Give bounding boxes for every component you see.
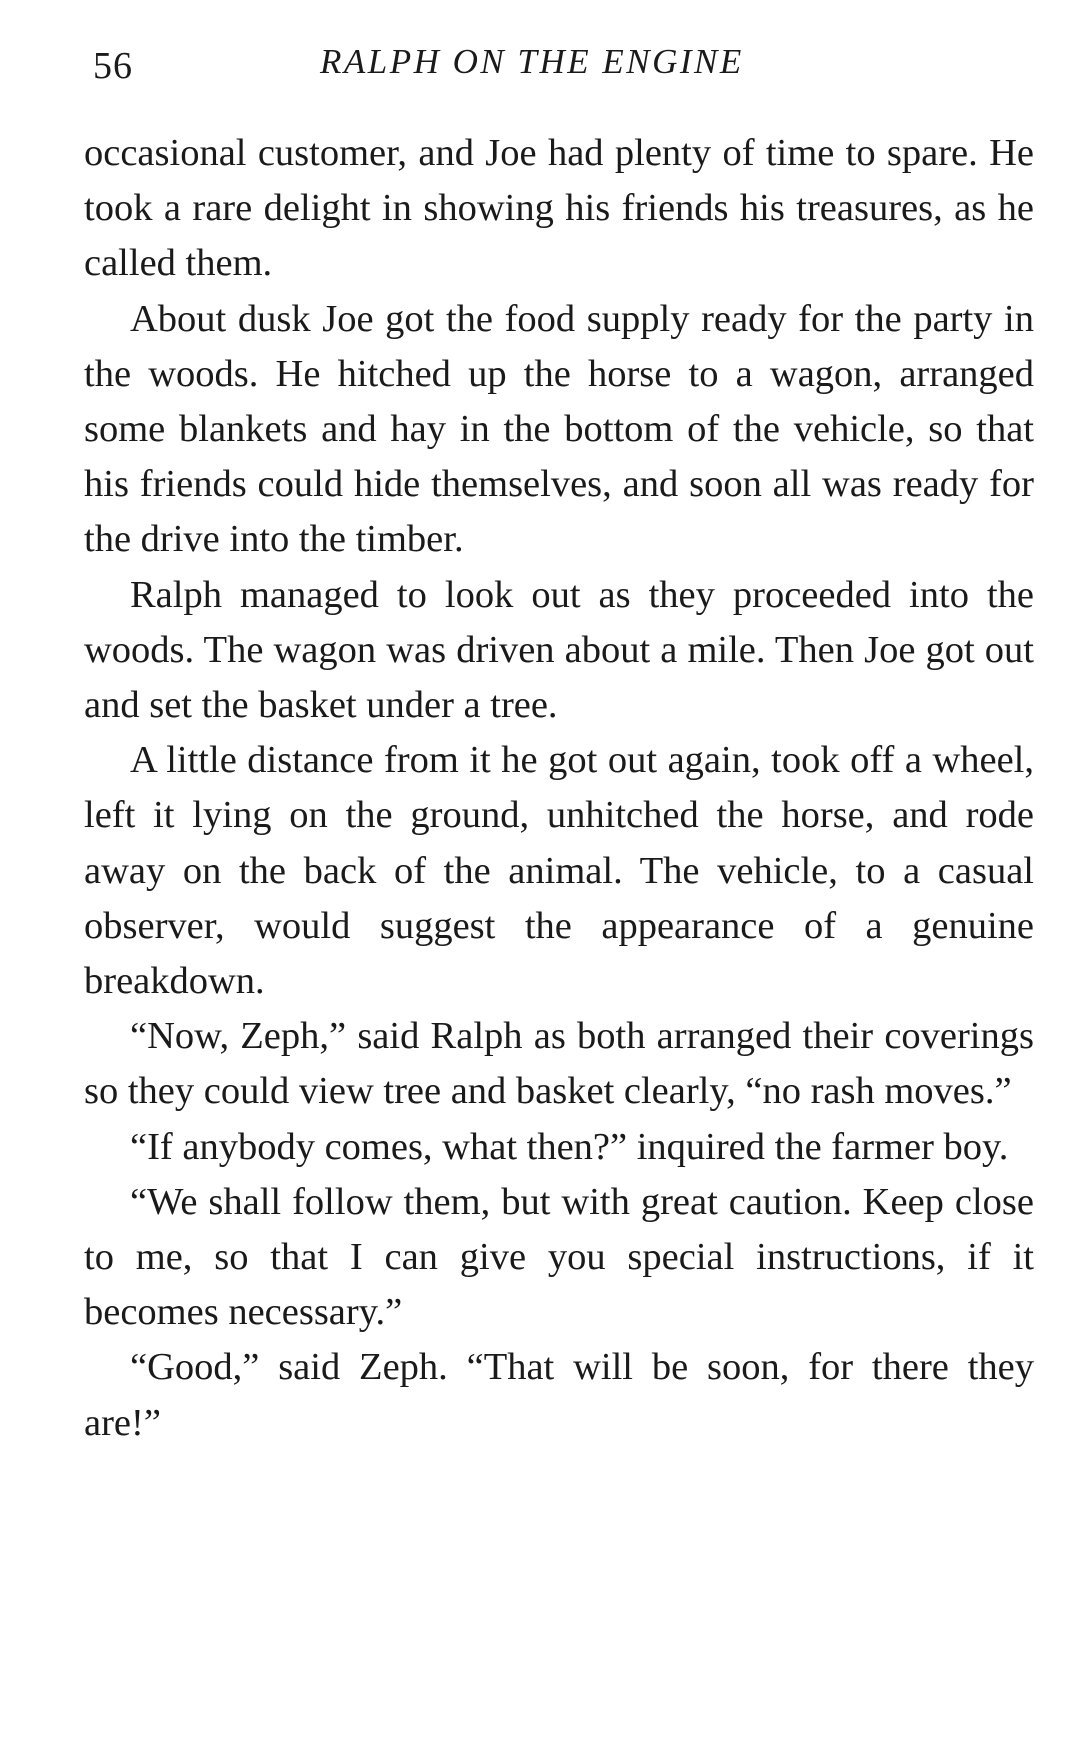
paragraph: occasional customer, and Joe had plenty of time to spare. He took a rare delight in showing his friends his treasures, as he called them. bbox=[84, 132, 1034, 285]
paragraph: “Now, Zeph,” said Ralph as both arranged their coverings so they could view tree and basket clearly, “no rash moves.” bbox=[84, 1015, 1034, 1113]
running-title: RALPH ON THE ENGINE bbox=[320, 42, 744, 81]
page-body bbox=[84, 126, 1034, 1451]
page-number: 56 bbox=[93, 45, 133, 87]
paragraph: A little distance from it he got out again, took off a wheel, left it lying on the ground, unhitched the horse, and rode away on the back of the animal. The vehicle, to a casual observer, would suggest the appearance of a genuine breakdown. bbox=[84, 739, 1034, 1003]
paragraph: Ralph managed to look out as they proceeded into the woods. The wagon was driven about a mile. Then Joe got out and set the basket under a tree. bbox=[84, 573, 1034, 727]
paragraph: “If anybody comes, what then?” inquired the farmer boy. bbox=[130, 1125, 1009, 1168]
paragraph: “We shall follow them, but with great caution. Keep close to me, so that I can give you special instructions, if it becomes necessary.” bbox=[84, 1180, 1034, 1334]
paragraph: “Good,” said Zeph. “That will be soon, for there they are!” bbox=[84, 1346, 1034, 1444]
paragraph: About dusk Joe got the food supply ready for the party in the woods. He hitched up the horse to a wagon, arranged some blankets and hay in the bottom of the vehicle, so that his friends could hide themselves, and soon all was ready for the drive into the timber. bbox=[84, 297, 1034, 561]
page-header bbox=[85, 38, 1035, 86]
